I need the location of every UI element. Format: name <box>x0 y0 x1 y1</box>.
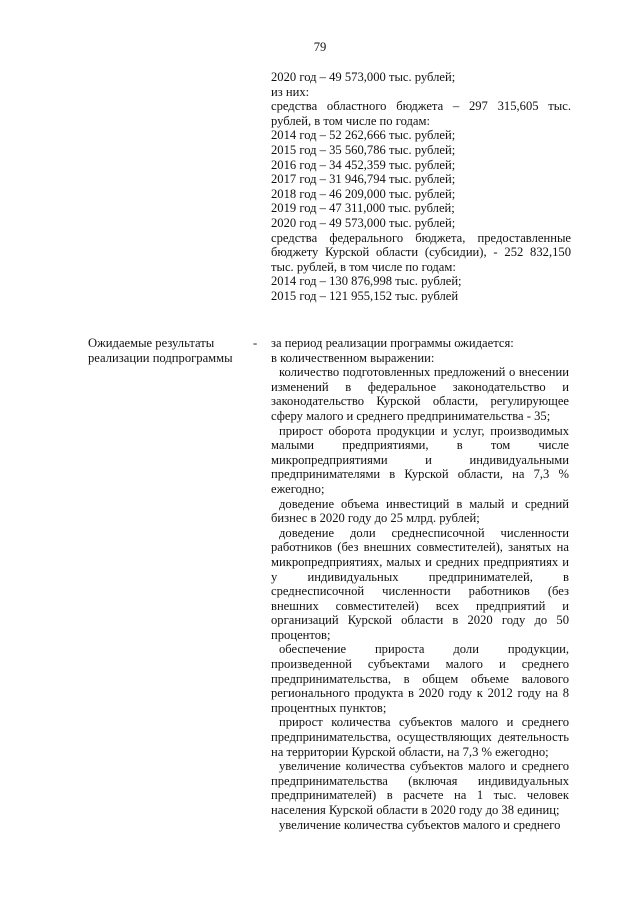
result-item: доведение доли среднесписочной численности работников (без внешних совместителей), занятых на микропредприятиях, малых и средних предприятиях и у индивидуальных предпринимателей, в среднесписочной численности работников (без внешних совместителей) всех предприятий и организаций Курской области в 2020 году до 50 процентов; <box>271 525 569 642</box>
result-item: доведение объема инвестиций в малый и средний бизнес в 2020 году до 25 млрд. рублей; <box>271 496 569 526</box>
federal-year-line: 2014 год – 130 876,998 тыс. рублей; <box>271 274 462 289</box>
result-item: прирост оборота продукции и услуг, производимых малыми предприятиями, в том числе микропредприятиями и индивидуальными предпринимателями в Курской области, на 7,3 % ежегодно; <box>271 423 569 496</box>
result-item: увеличение количества субъектов малого и среднего предпринимательства (включая индивидуальных предпринимателей) в расчете на 1 тыс. человек населения Курской области в 2020 году до 38 единиц; <box>271 759 569 817</box>
regional-year-line: 2020 год – 49 573,000 тыс. рублей; <box>271 215 456 230</box>
finance-2020-total: 2020 год – 49 573,000 тыс. рублей; <box>271 70 456 84</box>
federal-budget-total: средства федерального бюджета, предоставленные бюджету Курской области (субсидии), - 252 832,150 тыс. рублей, в том числе по годам: <box>271 230 571 274</box>
results-quantitative-heading: в количественном выражении: <box>271 350 435 365</box>
regional-year-line: 2017 год – 31 946,794 тыс. рублей; <box>271 172 456 187</box>
result-item: количество подготовленных предложений о внесении изменений в федеральное законодательство и законодательство Курской области, регулирующее сферу малого и среднего предпринимательства - 35; <box>271 365 569 423</box>
expected-results-label: Ожидаемые результаты реализации подпрограммы <box>88 336 233 365</box>
result-item: обеспечение прироста доли продукции, произведенной субъектами малого и среднего предпринимательства, в общем объеме валового регионального продукта в 2020 году к 2012 году на 8 процентных пунктов; <box>271 642 569 715</box>
regional-budget-total: средства областного бюджета – 297 315,605 тыс. рублей, в том числе по годам: <box>271 99 571 128</box>
financing-block <box>271 70 571 304</box>
regional-year-line: 2016 год – 34 452,359 тыс. рублей; <box>271 157 456 172</box>
regional-year-line: 2019 год – 47 311,000 тыс. рублей; <box>271 201 455 216</box>
federal-year-line: 2015 год – 121 955,152 тыс. рублей <box>271 288 459 303</box>
page-number: 79 <box>313 40 327 54</box>
results-intro: за период реализации программы ожидается: <box>271 336 514 350</box>
row-dash: - <box>253 336 258 350</box>
result-item: увеличение количества субъектов малого и среднего <box>279 817 561 832</box>
finance-of-them: из них: <box>271 84 310 99</box>
regional-year-line: 2018 год – 46 209,000 тыс. рублей; <box>271 186 456 201</box>
regional-year-line: 2015 год – 35 560,786 тыс. рублей; <box>271 142 456 157</box>
result-item: прирост количества субъектов малого и среднего предпринимательства, осуществляющих деятельность на территории Курской области, на 7,3 % ежегодно; <box>271 715 569 759</box>
expected-results-content <box>271 336 569 832</box>
regional-year-line: 2014 год – 52 262,666 тыс. рублей; <box>271 128 456 143</box>
